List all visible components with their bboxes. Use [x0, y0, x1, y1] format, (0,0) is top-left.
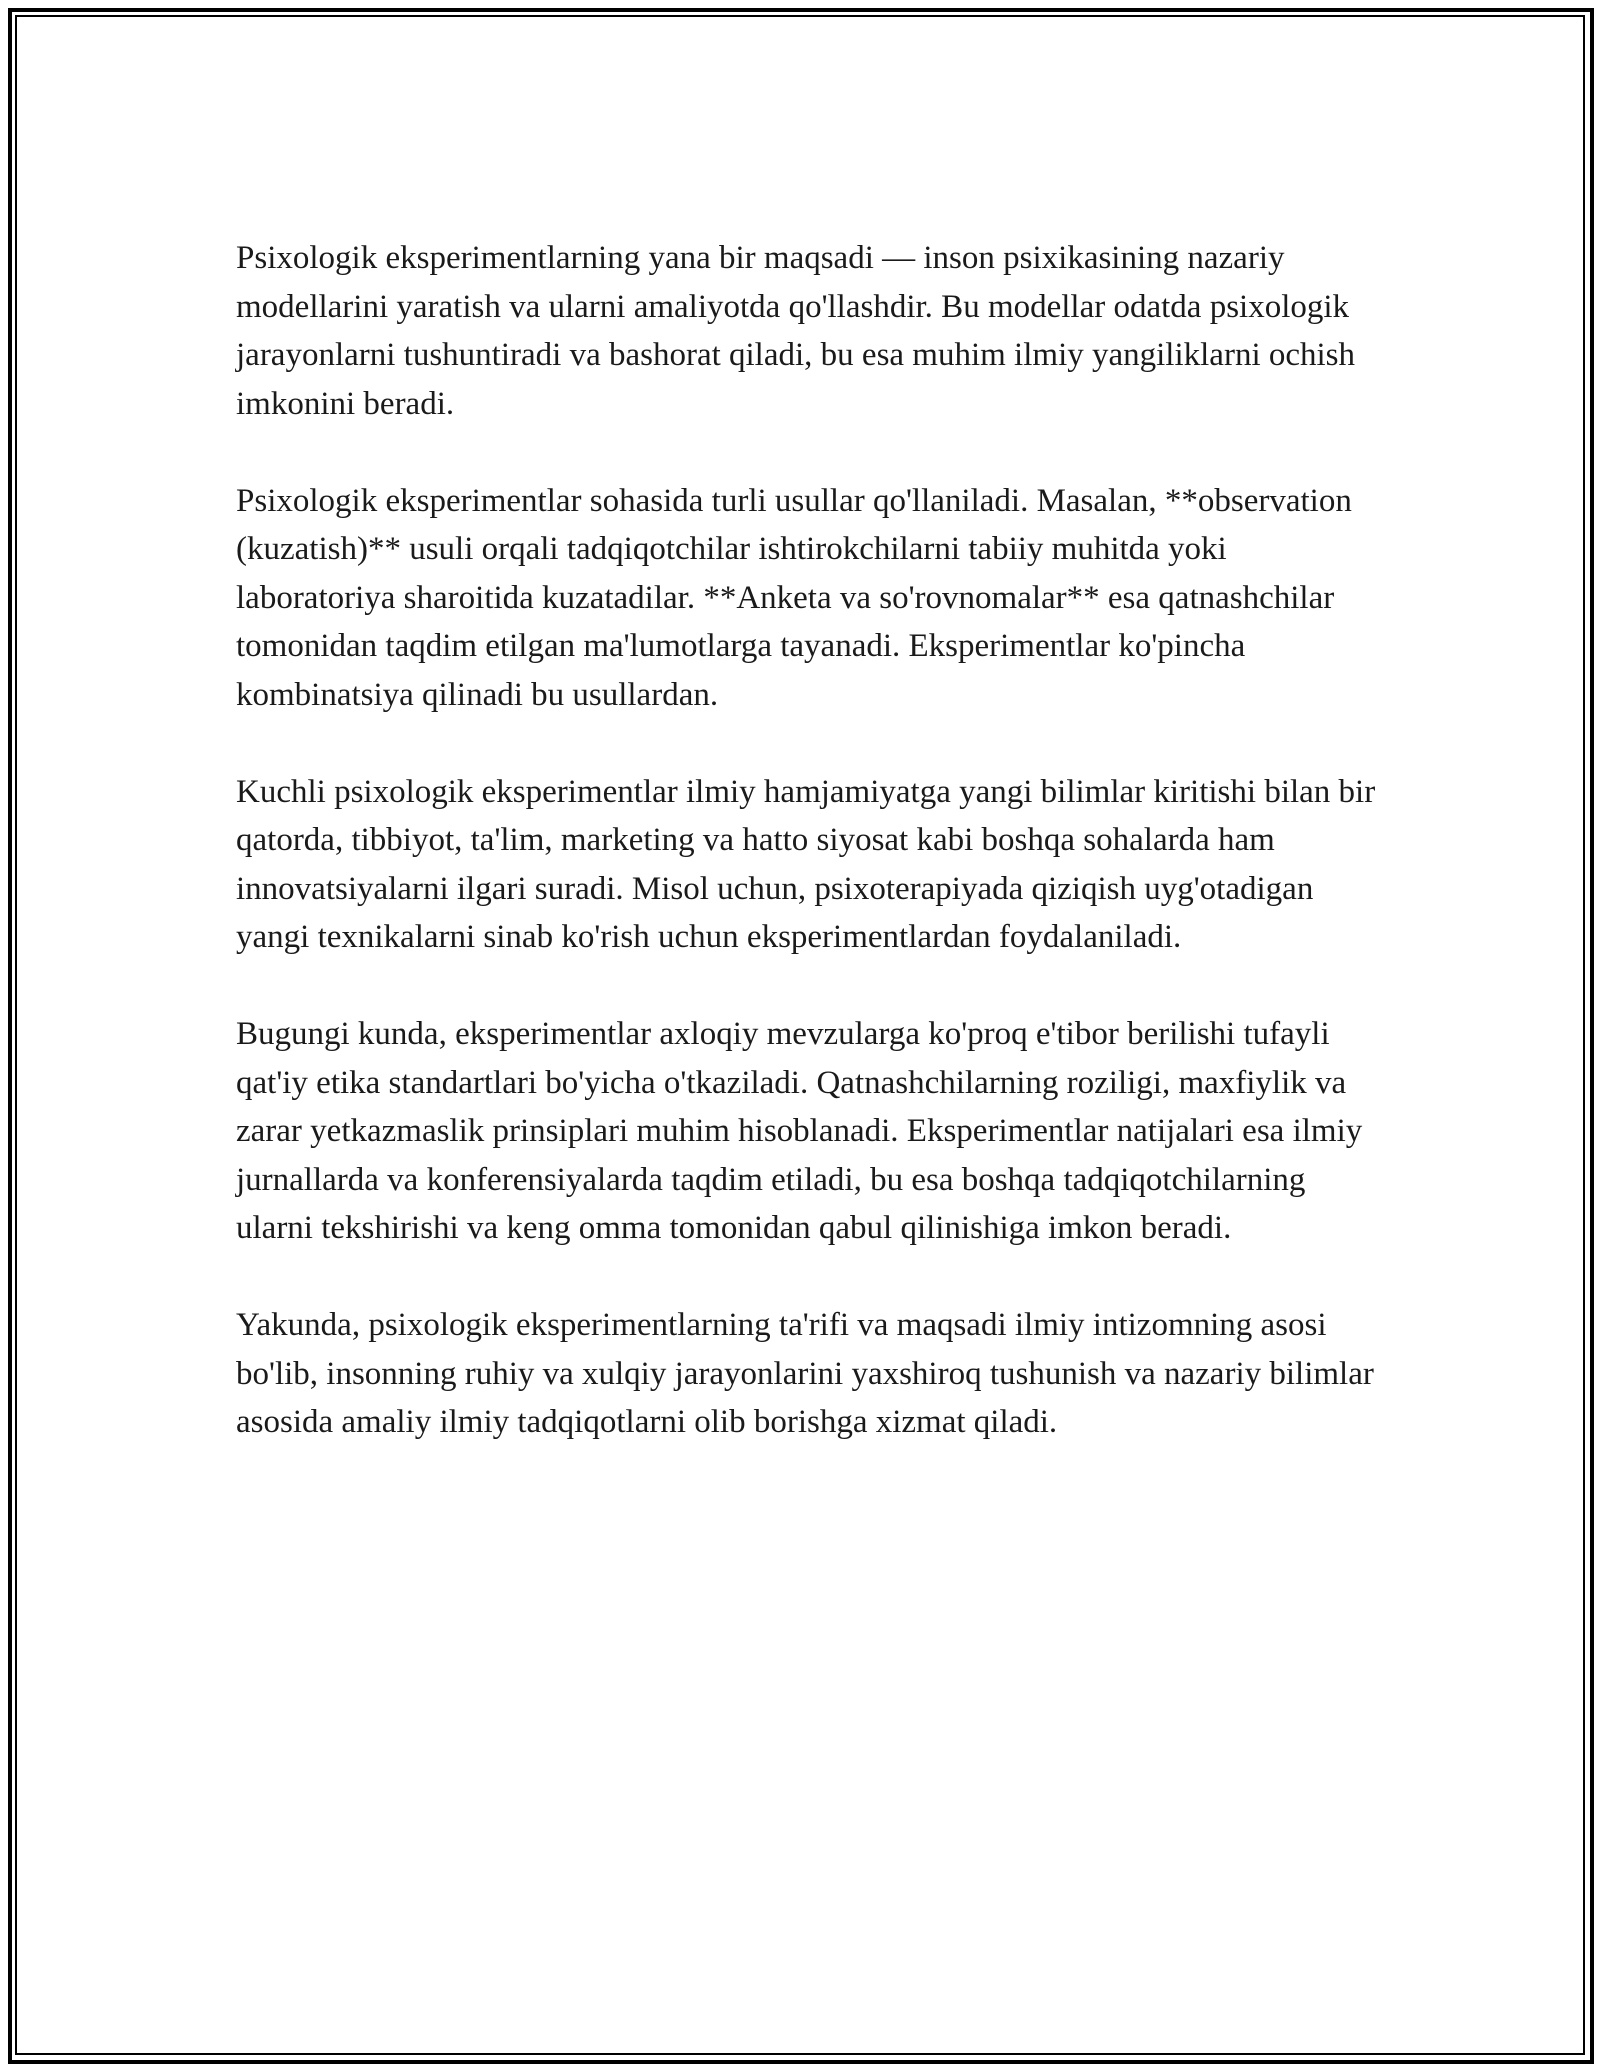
- paragraph-4: Bugungi kunda, eksperimentlar axloqiy mevzularga ko'proq e'tibor berilishi tufayli qat'iy etika standartlari bo'yicha o'tkaziladi. Qatnashchilarning roziligi, maxfiylik va zarar yetkazmaslik prinsiplari muhim hisoblanadi. Eksperimentlar natijalari esa ilmiy jurnallarda va konferensiyalarda taqdim etiladi, bu esa boshqa tadqiqotchilarning ularni tekshirishi va keng omma tomonidan qabul qilinishiga imkon beradi.: [236, 1016, 1363, 1246]
- paragraph-1: Psixologik eksperimentlarning yana bir maqsadi — inson psixikasining nazariy modellarini yaratish va ularni amaliyotda qo'llashdir. Bu modellar odatda psixologik jarayonlarni tushuntiradi va bashorat qiladi, bu esa muhim ilmiy yangiliklarni ochish imkonini beradi.: [236, 240, 1356, 422]
- document-body: [236, 234, 1386, 1495]
- paragraph-5: Yakunda, psixologik eksperimentlarning ta'rifi va maqsadi ilmiy intizomning asosi bo'lib, insonning ruhiy va xulqiy jarayonlarini yaxshiroq tushunish va nazariy bilimlar asosida amaliy ilmiy tadqiqotlarni olib borishga xizmat qiladi.: [236, 1307, 1374, 1440]
- paragraph-3: Kuchli psixologik eksperimentlar ilmiy hamjamiyatga yangi bilimlar kiritishi bilan bir qatorda, tibbiyot, ta'lim, marketing va hatto siyosat kabi boshqa sohalarda ham innovatsiyalarni ilgari suradi. Misol uchun, psixoterapiyada qiziqish uyg'otadigan yangi texnikalarni sinab ko'rish uchun eksperimentlardan foydalaniladi.: [236, 773, 1376, 955]
- paragraph-2: Psixologik eksperimentlar sohasida turli usullar qo'llaniladi. Masalan, **observation (kuzatish)** usuli orqali tadqiqotchilar ishtirokchilarni tabiiy muhitda yoki laboratoriya sharoitida kuzatadilar. **Anketa va so'rovnomalar** esa qatnashchilar tomonidan taqdim etilgan ma'lumotlarga tayanadi. Eksperimentlar ko'pincha kombinatsiya qilinadi bu usullardan.: [236, 482, 1352, 713]
